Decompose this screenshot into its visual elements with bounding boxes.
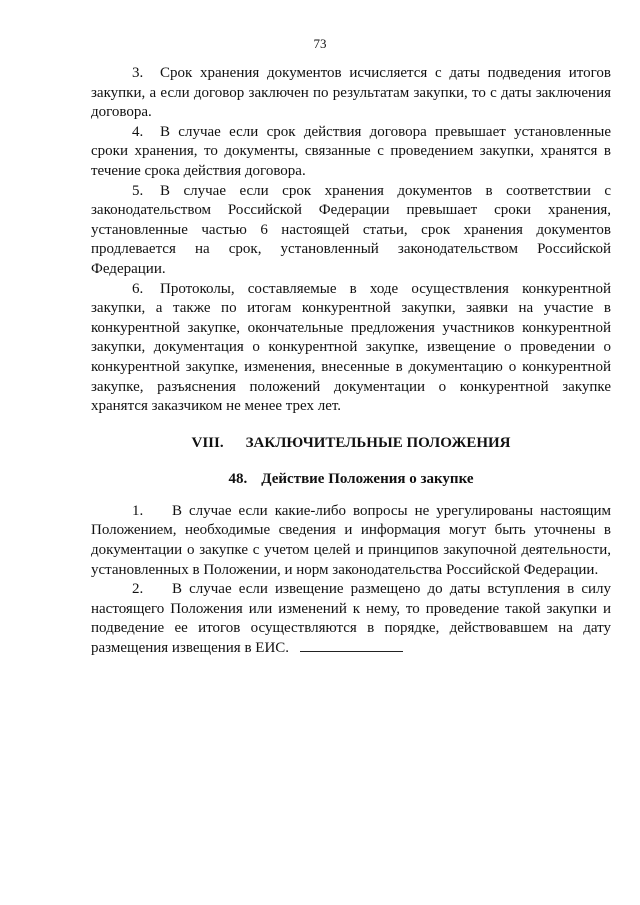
item-text: В случае если срок действия договора превышает установленные сроки хранения, то документы, связанные с проведением закупки, хранятся в течение срока действия договора. xyxy=(91,123,611,179)
item-text: В случае если срок хранения документов в соответствии с законодательством Российской Федерации превышает сроки хранения, установленные частью 6 настоящей статьи, срок хранения документов продлевается на срок, установленный законодательством Российской Федерации. xyxy=(91,182,611,277)
section-number: 48. xyxy=(228,471,248,488)
chapter-title: ЗАКЛЮЧИТЕЛЬНЫЕ ПОЛОЖЕНИЯ xyxy=(245,434,511,451)
item-number: 2. xyxy=(132,581,144,598)
chapter-heading xyxy=(91,434,611,454)
paragraph-item-4 xyxy=(91,123,611,182)
item-number: 6. xyxy=(132,280,144,297)
document-body xyxy=(91,64,611,659)
paragraph-item-3 xyxy=(91,64,611,123)
page-number: 73 xyxy=(313,36,327,51)
item-text: В случае если извещение размещено до даты вступления в силу настоящего Положения или изменений к нему, то проведение такой закупки и подведение ее итогов осуществляются в порядке, действовавшем на дату размещения извещения в ЕИС. xyxy=(91,581,611,657)
item-text: Срок хранения документов исчисляется с даты подведения итогов закупки, а если договор заключен по результатам закупки, то с даты заключения договора. xyxy=(91,65,611,121)
paragraph-final-item-2 xyxy=(91,580,611,658)
section-heading xyxy=(91,470,611,490)
item-number: 1. xyxy=(132,502,144,519)
item-number: 4. xyxy=(132,123,144,140)
item-text: Протоколы, составляемые в ходе осуществления конкурентной закупки, а также по итогам конкурентной закупки, заявки на участие в конкурентной закупке, окончательные предложения участников конкурентной закупки, документация о конкурентной закупке, извещение о проведении о конкурентной закупке, изменения, внесенные в документацию о конкурентной закупке, разъяснения положений документации о конкурентной закупке хранятся заказчиком не менее трех лет. xyxy=(91,280,611,415)
item-number: 5. xyxy=(132,182,144,199)
paragraph-item-6 xyxy=(91,280,611,417)
item-number: 3. xyxy=(132,65,144,81)
end-of-document-rule xyxy=(300,651,403,652)
chapter-number: VIII. xyxy=(191,434,224,451)
section-title: Действие Положения о закупке xyxy=(261,471,474,488)
paragraph-final-item-1 xyxy=(91,502,611,580)
item-text: В случае если какие-либо вопросы не урегулированы настоящим Положением, необходимые сведения и информация могут быть уточнены в документации о закупке с учетом целей и принципов закупочной деятельности, установленных в Положении, и норм законодательства Российской Федерации. xyxy=(91,502,611,578)
paragraph-item-5 xyxy=(91,182,611,280)
